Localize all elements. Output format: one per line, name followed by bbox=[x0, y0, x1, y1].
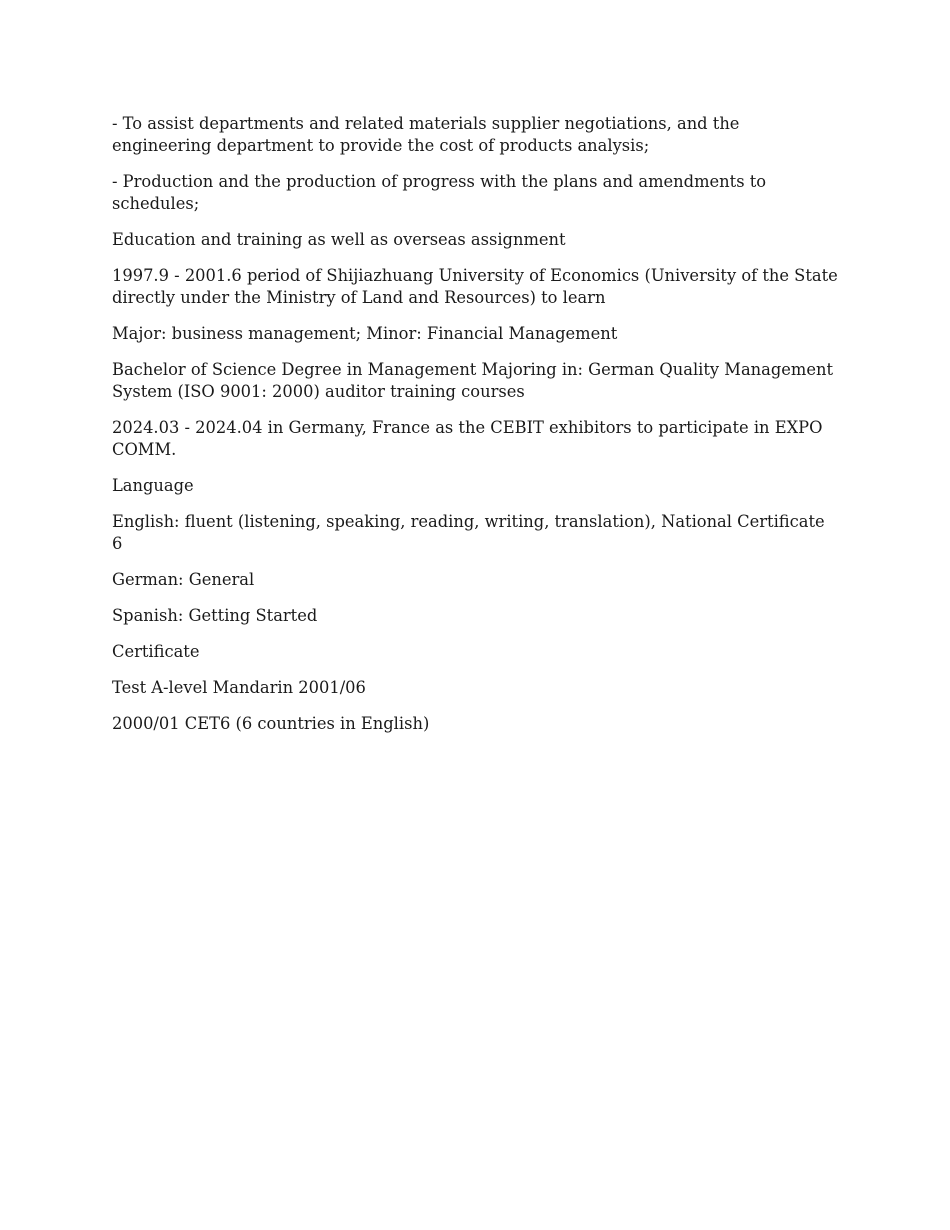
section-heading-education: Education and training as well as overseas assignment bbox=[112, 230, 566, 249]
language-german: German: General bbox=[112, 570, 255, 589]
language-english: English: fluent (listening, speaking, reading, writing, translation), National Certificate 6 bbox=[112, 512, 825, 553]
language-spanish: Spanish: Getting Started bbox=[112, 606, 318, 625]
duty-production-schedules: - Production and the production of progress with the plans and amendments to schedules; bbox=[112, 172, 767, 213]
education-university: 1997.9 - 2001.6 period of Shijiazhuang University of Economics (University of the State directly under the Ministry of Land and Resources) to learn bbox=[112, 266, 838, 307]
duty-supplier-negotiations: - To assist departments and related materials supplier negotiations, and the engineering department to provide the cost of products analysis; bbox=[112, 114, 740, 155]
certificate-mandarin: Test A-level Mandarin 2001/06 bbox=[112, 678, 366, 697]
overseas-assignment: 2024.03 - 2024.04 in Germany, France as the CEBIT exhibitors to participate in EXPO COMM. bbox=[112, 418, 823, 459]
education-degree-training: Bachelor of Science Degree in Management Majoring in: German Quality Management System (ISO 9001: 2000) auditor training courses bbox=[112, 360, 834, 401]
certificate-cet6: 2000/01 CET6 (6 countries in English) bbox=[112, 714, 430, 733]
section-heading-language: Language bbox=[112, 476, 194, 495]
education-major-minor: Major: business management; Minor: Financial Management bbox=[112, 324, 618, 343]
document-body bbox=[112, 113, 840, 749]
section-heading-certificate: Certificate bbox=[112, 642, 200, 661]
